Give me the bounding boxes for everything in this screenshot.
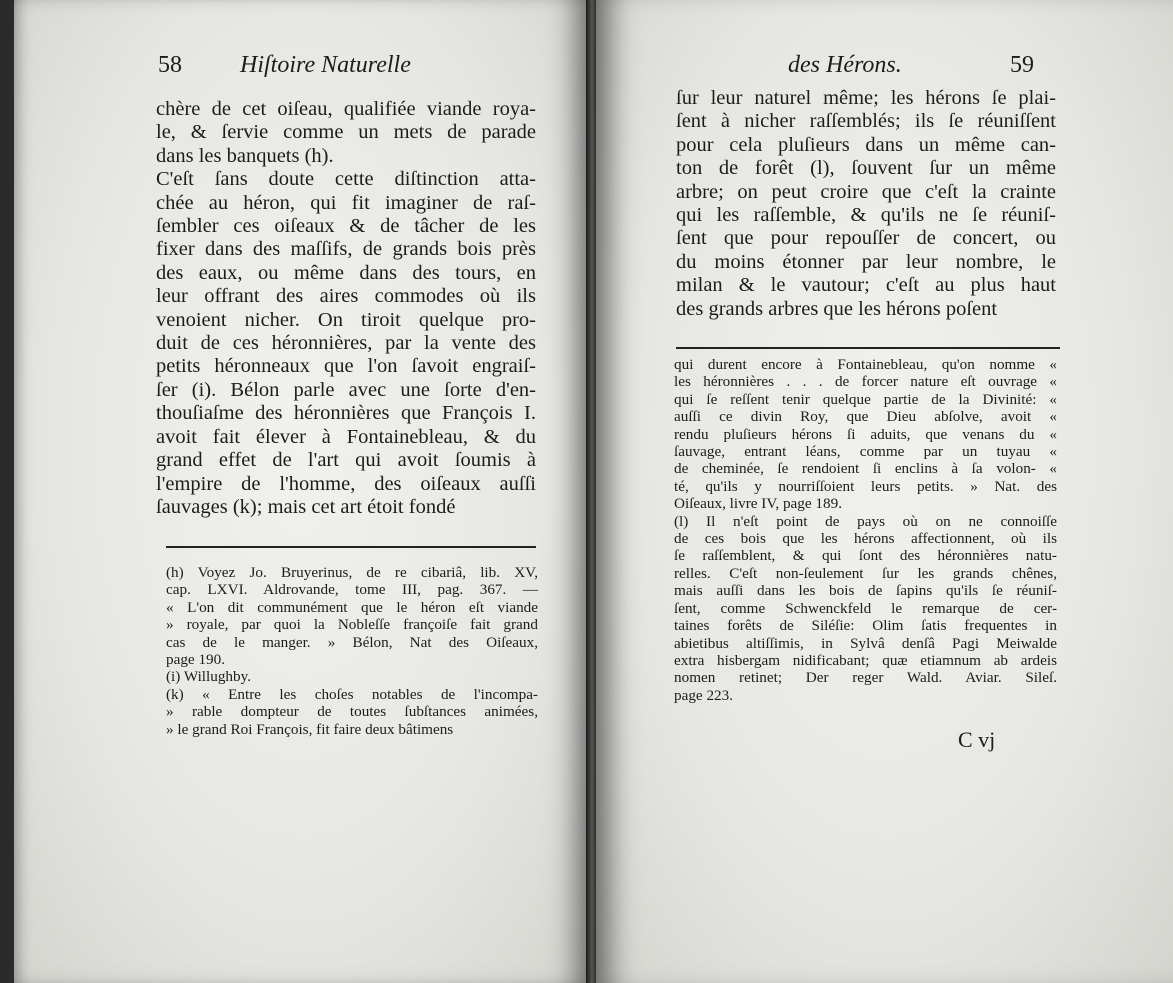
text-line: avoit fait élever à Fontainebleau, & du [156,425,536,448]
left-footnote-rule [166,546,536,548]
left-footnotes [166,564,538,738]
text-line: Oiſeaux, livre IV, page 189. [674,495,843,513]
text-line: fixer dans des maſſifs, de grands bois près [156,238,536,261]
text-line: (l) Il n'eſt point de pays où on ne connoiſſe [674,512,1057,530]
text-line: milan & le vautour; c'eſt au plus haut [676,274,1056,297]
text-line: ton de forêt (l), ſouvent ſur un même [676,157,1056,180]
text-line: thouſiaſme des héronnières que François I. [156,402,536,425]
text-line: page 190. [166,651,226,669]
text-line: relles. C'eſt non-ſeulement ſur les grands chênes, [674,564,1057,582]
right-footnote-rule [676,347,1060,349]
text-line: ſent à nicher raſſemblés; ils ſe réuniſſent [676,110,1056,133]
text-line: nomen retinet; Der reger Wald. Aviar. Sileſ. [674,669,1057,687]
text-line: duit de ces héronnières, par la vente des [156,332,536,355]
text-line: C'eſt ſans doute cette diſtinction atta- [156,168,536,191]
text-line: cap. LXVI. Aldrovande, tome III, pag. 367. — [166,581,538,599]
text-line: du moins étonner par leur nombre, le [676,250,1056,273]
text-line: leur offrant des aires commodes où ils [156,285,536,308]
text-line: ſauvage, entrant léans, comme par un tuyau « [674,443,1057,461]
right-page [596,0,1173,983]
text-line: qui ſe reſſent tenir quelque partie de la Divinité: « [674,390,1057,408]
right-page-number: 59 [1010,52,1034,78]
text-line: dans les banquets (h). [156,144,334,167]
left-body-text [156,98,536,519]
text-line: pour cela pluſieurs dans un même can- [676,133,1056,156]
right-body-text [676,87,1056,321]
text-line: les héronnières . . . de forcer nature eſt ouvrage « [674,373,1057,391]
text-line: chée au héron, qui fit imaginer de raſ- [156,191,536,214]
text-line: mais auſſi dans les bois de ſapins qu'ils ſe réuniſ- [674,582,1057,600]
right-running-title: des Hérons. [788,52,902,78]
text-line: ſe raſſemblent, & qui ſont des héronnières natu- [674,547,1057,565]
left-page-number: 58 [158,52,182,78]
text-line: ſer (i). Bélon parle avec une ſorte d'en- [156,378,536,401]
text-line: petits héronneaux que l'on ſavoit engraiſ- [156,355,536,378]
signature-mark: C vj [958,727,996,752]
right-footnotes [674,356,1057,704]
text-line: ſauvages (k); mais cet art étoit fondé [156,495,456,518]
text-line: des eaux, ou même dans des tours, en [156,261,536,284]
text-line: l'empire de l'homme, des oiſeaux auſſi [156,472,536,495]
text-line: de ces bois que les hérons affectionnent, où ils [674,530,1057,548]
text-line: (h) Voyez Jo. Bruyerinus, de re cibariâ, lib. XV, [166,564,538,581]
text-line: grand effet de l'art qui avoit ſoumis à [156,449,536,472]
text-line: ſent que pour repouſſer de concert, ou [676,227,1056,250]
text-line: ſembler ces oiſeaux & de tâcher de les [156,215,536,238]
text-line: page 223. [674,686,734,704]
text-line: auſſi ce divin Roy, que Dieu abſolve, avoit « [674,408,1057,426]
text-line: « L'on dit communément que le héron eſt viande [166,598,538,616]
left-page [14,0,588,983]
text-line: extra hisbergam nidificabant; quæ etiamnum ab ardeis [674,651,1057,669]
text-line: taines forêts de Siléſie: Olim ſatis frequentes in [674,617,1057,635]
text-line: qui les raſſemble, & qu'ils ne ſe réuniſ- [676,204,1056,227]
text-line: té, qu'ils y nourriſſoient leurs petits. » Nat. des [674,477,1057,495]
text-line: ſent, comme Schwenckfeld le remarque de cer- [674,599,1057,617]
text-line: (k) « Entre les choſes notables de l'incompa- [166,685,538,703]
text-line: arbre; on peut croire que c'eſt la crainte [676,180,1056,203]
text-line: le, & ſervie comme un mets de parade [156,121,536,144]
text-line: cas de le manger. » Bélon, Nat des Oiſeaux, [166,633,538,651]
text-line: des grands arbres que les hérons poſent [676,297,998,320]
text-line: qui durent encore à Fontainebleau, qu'on nomme « [674,356,1057,373]
text-line: » royale, par quoi la Nobleſſe françoiſe fait grand [166,616,538,634]
text-line: rendu pluſieurs hérons ſi aduits, que venans du « [674,425,1057,443]
text-line: ſur leur naturel même; les hérons ſe plai- [676,87,1056,109]
text-line: abietibus altiſſimis, in Sylvâ denſâ Pagi Meiwalde [674,634,1057,652]
text-line: venoient nicher. On tiroit quelque pro- [156,308,536,331]
text-line: de cheminée, ſe rendoient ſi enclins à ſa volon- « [674,460,1057,478]
left-running-head [158,52,411,79]
text-line: (i) Willughby. [166,668,252,686]
text-line: » rable dompteur de toutes ſubſtances animées, [166,703,538,721]
text-line: » le grand Roi François, fit faire deux bâtimens [166,720,454,738]
text-line: chère de cet oiſeau, qualifiée viande roya- [156,98,536,120]
left-running-title: Hiſtoire Naturelle [240,52,411,78]
